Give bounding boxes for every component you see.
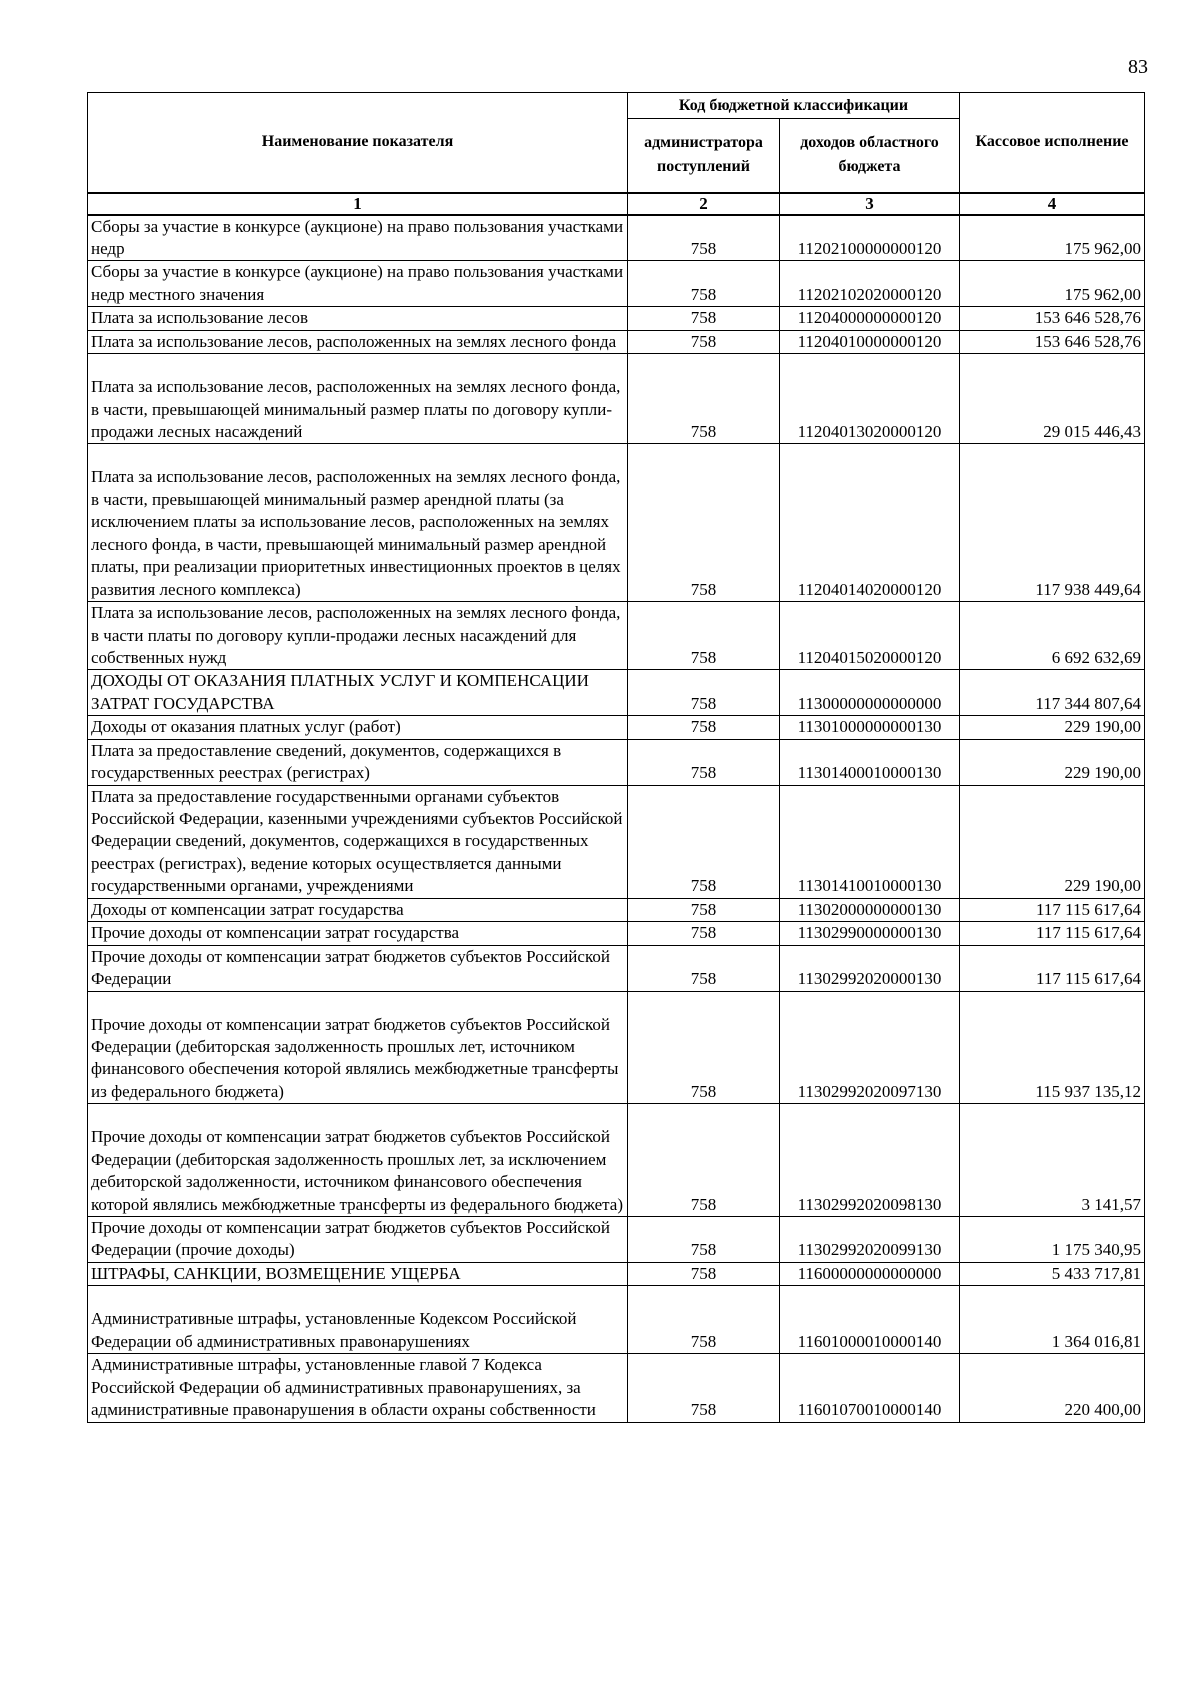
row-admin-code: 758 [628, 215, 780, 261]
table-row [88, 1286, 1145, 1354]
table-row [88, 785, 1145, 898]
table-row [88, 307, 1145, 330]
row-name: Доходы от оказания платных услуг (работ) [88, 716, 628, 739]
table-row [88, 991, 1145, 1104]
table-row [88, 261, 1145, 307]
table-row [88, 602, 1145, 670]
row-budget-code: 11300000000000000 [780, 670, 960, 716]
row-admin-code: 758 [628, 1217, 780, 1263]
row-amount: 29 015 446,43 [960, 354, 1145, 444]
row-amount: 1 364 016,81 [960, 1286, 1145, 1354]
header-amount: Кассовое исполнение [960, 93, 1145, 193]
row-admin-code: 758 [628, 991, 780, 1104]
row-budget-code: 11600000000000000 [780, 1262, 960, 1285]
row-name: ШТРАФЫ, САНКЦИИ, ВОЗМЕЩЕНИЕ УЩЕРБА [88, 1262, 628, 1285]
row-amount: 117 344 807,64 [960, 670, 1145, 716]
row-amount: 175 962,00 [960, 261, 1145, 307]
row-budget-code: 11302992020099130 [780, 1217, 960, 1263]
row-budget-code: 11204015020000120 [780, 602, 960, 670]
row-amount: 229 190,00 [960, 716, 1145, 739]
row-amount: 153 646 528,76 [960, 330, 1145, 353]
row-amount: 220 400,00 [960, 1354, 1145, 1422]
row-name: Административные штрафы, установленные Кодексом Российской Федерации об административных правонарушениях [88, 1286, 628, 1354]
row-name: Плата за использование лесов, расположенных на землях лесного фонда [88, 330, 628, 353]
header-admin: администратора поступлений [628, 119, 780, 193]
row-admin-code: 758 [628, 261, 780, 307]
row-admin-code: 758 [628, 1104, 780, 1217]
row-name: Плата за предоставление сведений, документов, содержащихся в государственных реестрах (регистрах) [88, 739, 628, 785]
row-budget-code: 11204013020000120 [780, 354, 960, 444]
row-name: Прочие доходы от компенсации затрат государства [88, 922, 628, 945]
row-budget-code: 11204010000000120 [780, 330, 960, 353]
row-amount: 117 115 617,64 [960, 922, 1145, 945]
row-amount: 229 190,00 [960, 739, 1145, 785]
row-budget-code: 11204014020000120 [780, 444, 960, 602]
row-name: Прочие доходы от компенсации затрат бюджетов субъектов Российской Федерации (прочие доходы) [88, 1217, 628, 1263]
row-name: Плата за использование лесов, расположенных на землях лесного фонда, в части платы по договору купли-продажи лесных насаждений для собственных нужд [88, 602, 628, 670]
row-name: Прочие доходы от компенсации затрат бюджетов субъектов Российской Федерации [88, 945, 628, 991]
row-name: Плата за использование лесов, расположенных на землях лесного фонда, в части, превышающей минимальный размер арендной платы (за исключением платы за использование лесов, расположенных на землях лесного фонда, в части, превышающей минимальный размер арендной платы, при реализации приоритетных инвестиционных проектов в целях развития лесного комплекса) [88, 444, 628, 602]
row-name: Плата за предоставление государственными органами субъектов Российской Федерации, казенными учреждениями субъектов Российской Федерации сведений, документов, содержащихся в государственных реестрах (регистрах), ведение которых осуществляется данными государственными органами, учреждениями [88, 785, 628, 898]
row-name: Плата за использование лесов [88, 307, 628, 330]
page-number: 83 [1128, 56, 1148, 78]
row-budget-code: 11301410010000130 [780, 785, 960, 898]
col-number-3: 3 [780, 193, 960, 215]
header-code: доходов областного бюджета [780, 119, 960, 193]
table-row [88, 444, 1145, 602]
header-name: Наименование показателя [88, 93, 628, 193]
row-amount: 5 433 717,81 [960, 1262, 1145, 1285]
row-name: Сборы за участие в конкурсе (аукционе) на право пользования участками недр [88, 215, 628, 261]
row-admin-code: 758 [628, 785, 780, 898]
table-row [88, 1354, 1145, 1422]
row-amount: 175 962,00 [960, 215, 1145, 261]
row-admin-code: 758 [628, 670, 780, 716]
row-budget-code: 11301400010000130 [780, 739, 960, 785]
table-row [88, 1104, 1145, 1217]
row-budget-code: 11302992020098130 [780, 1104, 960, 1217]
row-budget-code: 11202100000000120 [780, 215, 960, 261]
row-amount: 117 938 449,64 [960, 444, 1145, 602]
table-row [88, 716, 1145, 739]
table-row [88, 215, 1145, 261]
row-amount: 1 175 340,95 [960, 1217, 1145, 1263]
row-admin-code: 758 [628, 1286, 780, 1354]
row-admin-code: 758 [628, 330, 780, 353]
table-row [88, 739, 1145, 785]
row-admin-code: 758 [628, 1262, 780, 1285]
row-amount: 6 692 632,69 [960, 602, 1145, 670]
row-budget-code: 11202102020000120 [780, 261, 960, 307]
row-budget-code: 11204000000000120 [780, 307, 960, 330]
row-name: Плата за использование лесов, расположенных на землях лесного фонда, в части, превышающей минимальный размер платы по договору купли-продажи лесных насаждений [88, 354, 628, 444]
table-row [88, 1217, 1145, 1263]
col-number-1: 1 [88, 193, 628, 215]
row-name: Прочие доходы от компенсации затрат бюджетов субъектов Российской Федерации (дебиторская задолженность прошлых лет, источником финансового обеспечения которой являлись межбюджетные трансферты из федерального бюджета) [88, 991, 628, 1104]
row-budget-code: 11301000000000130 [780, 716, 960, 739]
col-number-4: 4 [960, 193, 1145, 215]
row-name: Прочие доходы от компенсации затрат бюджетов субъектов Российской Федерации (дебиторская задолженность прошлых лет, за исключением дебиторской задолженности, источником финансового обеспечения которой являлись межбюджетные трансферты из федерального бюджета) [88, 1104, 628, 1217]
row-amount: 229 190,00 [960, 785, 1145, 898]
row-budget-code: 11601000010000140 [780, 1286, 960, 1354]
row-admin-code: 758 [628, 739, 780, 785]
row-name: ДОХОДЫ ОТ ОКАЗАНИЯ ПЛАТНЫХ УСЛУГ И КОМПЕНСАЦИИ ЗАТРАТ ГОСУДАРСТВА [88, 670, 628, 716]
row-name: Административные штрафы, установленные главой 7 Кодекса Российской Федерации об административных правонарушениях, за административные правонарушения в области охраны собственности [88, 1354, 628, 1422]
row-admin-code: 758 [628, 444, 780, 602]
row-name: Сборы за участие в конкурсе (аукционе) на право пользования участками недр местного значения [88, 261, 628, 307]
row-admin-code: 758 [628, 307, 780, 330]
budget-table [87, 92, 1145, 1423]
row-budget-code: 11302990000000130 [780, 922, 960, 945]
table-row [88, 945, 1145, 991]
row-admin-code: 758 [628, 1354, 780, 1422]
row-admin-code: 758 [628, 716, 780, 739]
table-row [88, 922, 1145, 945]
table-row [88, 354, 1145, 444]
row-admin-code: 758 [628, 945, 780, 991]
row-name: Доходы от компенсации затрат государства [88, 898, 628, 921]
row-amount: 153 646 528,76 [960, 307, 1145, 330]
header-classification: Код бюджетной классификации [628, 93, 960, 119]
row-budget-code: 11302992020097130 [780, 991, 960, 1104]
row-budget-code: 11302000000000130 [780, 898, 960, 921]
row-amount: 115 937 135,12 [960, 991, 1145, 1104]
row-amount: 117 115 617,64 [960, 945, 1145, 991]
table-row [88, 898, 1145, 921]
row-budget-code: 11601070010000140 [780, 1354, 960, 1422]
col-number-2: 2 [628, 193, 780, 215]
row-admin-code: 758 [628, 922, 780, 945]
row-admin-code: 758 [628, 354, 780, 444]
row-budget-code: 11302992020000130 [780, 945, 960, 991]
row-admin-code: 758 [628, 898, 780, 921]
table-row [88, 670, 1145, 716]
table-row [88, 330, 1145, 353]
row-amount: 117 115 617,64 [960, 898, 1145, 921]
table-row [88, 1262, 1145, 1285]
row-amount: 3 141,57 [960, 1104, 1145, 1217]
row-admin-code: 758 [628, 602, 780, 670]
